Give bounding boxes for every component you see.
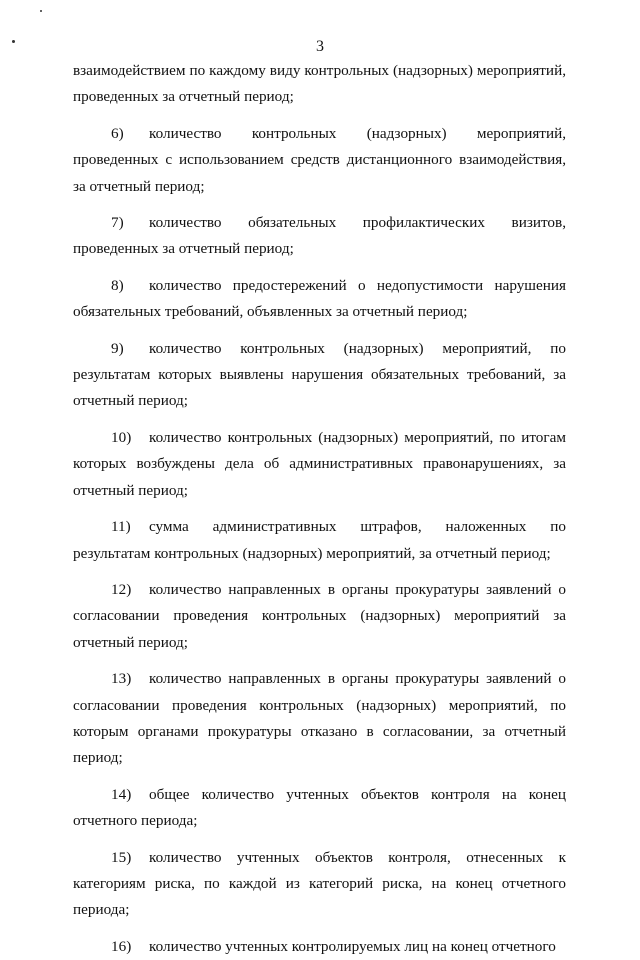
item-number: 10) xyxy=(111,428,132,446)
item-text: количество обязательных профилактических визитов, проведенных за отчетный период; xyxy=(73,214,566,258)
item-text: количество учтенных объектов контроля, отнесенных к категориям риска, по каждой из категорий риска, на конец отчетного периода; xyxy=(73,848,566,919)
list-item xyxy=(73,666,566,772)
item-text: количество контрольных (надзорных) мероприятий, по результатам которых выявлены нарушения обязательных требований, за отчетный период; xyxy=(73,339,566,410)
item-text: количество контрольных (надзорных) мероприятий, по итогам которых возбуждены дела об административных правонарушениях, за отчетный период; xyxy=(73,428,566,499)
continuation-paragraph: взаимодействием по каждому виду контрольных (надзорных) мероприятий, проведенных за отчетный период; xyxy=(73,62,566,106)
item-text: сумма административных штрафов, наложенных по результатам контрольных (надзорных) мероприятий, за отчетный период; xyxy=(73,518,566,562)
list-item xyxy=(73,934,566,960)
item-number: 15) xyxy=(111,848,132,866)
list-item xyxy=(73,577,566,656)
item-number: 13) xyxy=(111,670,132,688)
item-number: 6) xyxy=(111,124,124,142)
list-item xyxy=(73,425,566,504)
scan-speck xyxy=(40,10,42,12)
item-number: 8) xyxy=(111,276,124,294)
scan-speck xyxy=(12,40,15,43)
list-item xyxy=(73,514,566,567)
list-item xyxy=(73,210,566,263)
item-text: общее количество учтенных объектов контроля на конец отчетного периода; xyxy=(73,785,566,830)
item-text: количество предостережений о недопустимости нарушения обязательных требований, объявленных за отчетный период; xyxy=(73,276,566,321)
item-number: 14) xyxy=(111,785,132,803)
item-text: количество учтенных контролируемых лиц на конец отчетного xyxy=(149,937,556,955)
list-item xyxy=(73,782,566,835)
list-item xyxy=(73,273,566,326)
list-item xyxy=(73,121,566,200)
list-item xyxy=(73,336,566,415)
item-number: 16) xyxy=(111,937,132,955)
item-number: 9) xyxy=(111,339,124,357)
document-body xyxy=(73,58,566,960)
list-item xyxy=(73,845,566,924)
item-number: 12) xyxy=(111,580,132,598)
item-text: количество направленных в органы прокуратуры заявлений о согласовании проведения контрольных (надзорных) мероприятий за отчетный период; xyxy=(73,580,566,651)
item-text: количество направленных в органы прокуратуры заявлений о согласовании проведения контрольных (надзорных) мероприятий, по которым органами прокуратуры отказано в согласовании, за отчетный период; xyxy=(73,670,566,767)
item-number: 11) xyxy=(111,518,131,536)
page-number: 3 xyxy=(316,38,324,55)
item-number: 7) xyxy=(111,214,124,232)
item-text: количество контрольных (надзорных) мероприятий, проведенных с использованием средств дистанционного взаимодействия, за отчетный период; xyxy=(73,124,566,195)
